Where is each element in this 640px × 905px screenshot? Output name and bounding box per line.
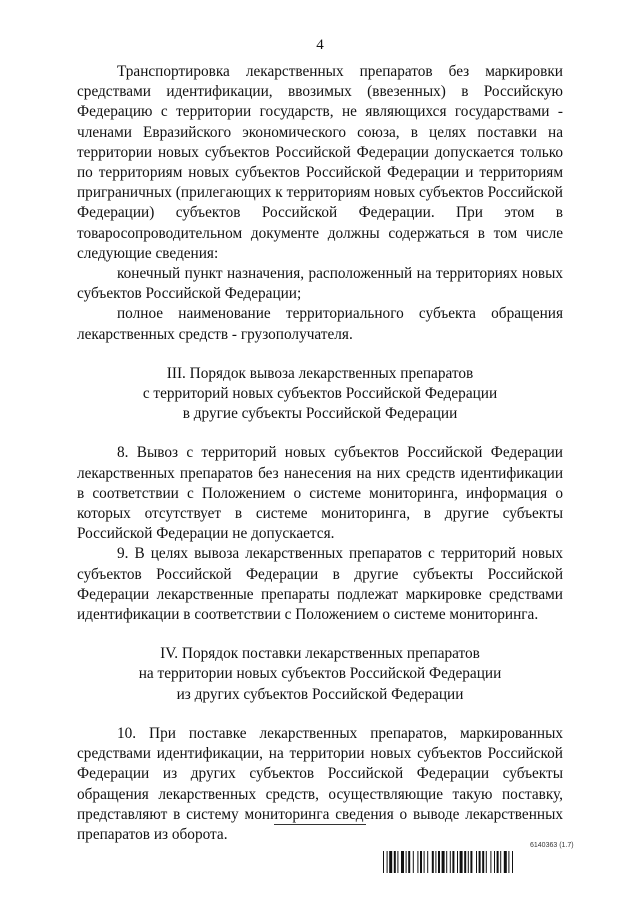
section3-paragraph: 8. Вывоз с территорий новых субъектов Российской Федерации лекарственных препаратов без нанесения на них средств идентификации в соответствии с Положением о системе мониторинга, информация о которых отсутствует в системе мониторинга, в другие субъекты Российской Федерации не допускается.: [77, 444, 563, 543]
section-heading-4: [77, 644, 563, 705]
heading-line: с территорий новых субъектов Российской Федерации: [142, 385, 498, 403]
document-code: 6140363 (1.7): [530, 842, 574, 849]
heading-line: в другие субъекты Российской Федерации: [182, 405, 458, 423]
heading-line: III. Порядок вывоза лекарственных препаратов: [166, 364, 474, 382]
section-heading-3: [77, 364, 563, 425]
intro-paragraph: конечный пункт назначения, расположенный на территориях новых субъектов Российской Федерации;: [77, 265, 563, 303]
heading-line: IV. Порядок поставки лекарственных препаратов: [160, 645, 480, 663]
section3-paragraph: 9. В целях вывоза лекарственных препаратов с территорий новых субъектов Российской Федерации в другие субъекты Российской Федерации лекарственные препараты подлежат маркировке средствами идентификации в соответствии с Положением о системе мониторинга.: [77, 545, 563, 624]
section4-paragraph: 10. При поставке лекарственных препаратов, маркированных средствами идентификации, на территории новых субъектов Российской Федерации из других субъектов Российской Федерации субъекты обращения лекарственных средств, осуществляющие такую поставку, представляют в систему мониторинга сведения о выводе лекарственных препаратов из оборота.: [77, 724, 563, 843]
heading-line: на территории новых субъектов Российской Федерации: [138, 665, 502, 683]
intro-paragraph: Транспортировка лекарственных препаратов без маркировки средствами идентификации, ввозимых (ввезенных) в Российскую Федерацию с территории государств, не являющихся государствами - членами Евразийского экономического союза, в целях поставки на территории новых субъектов Российской Федерации допускается только по территориям новых субъектов Российской Федерации и территориям приграничных (прилегающих к территориям новых субъектов Российской Федерации) субъектов Российской Федерации. При этом в товаросопроводительном документе должны содержаться в том числе следующие сведения:: [77, 63, 563, 262]
document-body: [77, 62, 563, 845]
intro-paragraph: полное наименование территориального субъекта обращения лекарственных средств - грузополучателя.: [77, 305, 563, 343]
heading-line: из других субъектов Российской Федерации: [176, 685, 464, 703]
footer-divider: [274, 824, 366, 825]
barcode: [383, 851, 569, 873]
page-number: 4: [316, 37, 324, 53]
